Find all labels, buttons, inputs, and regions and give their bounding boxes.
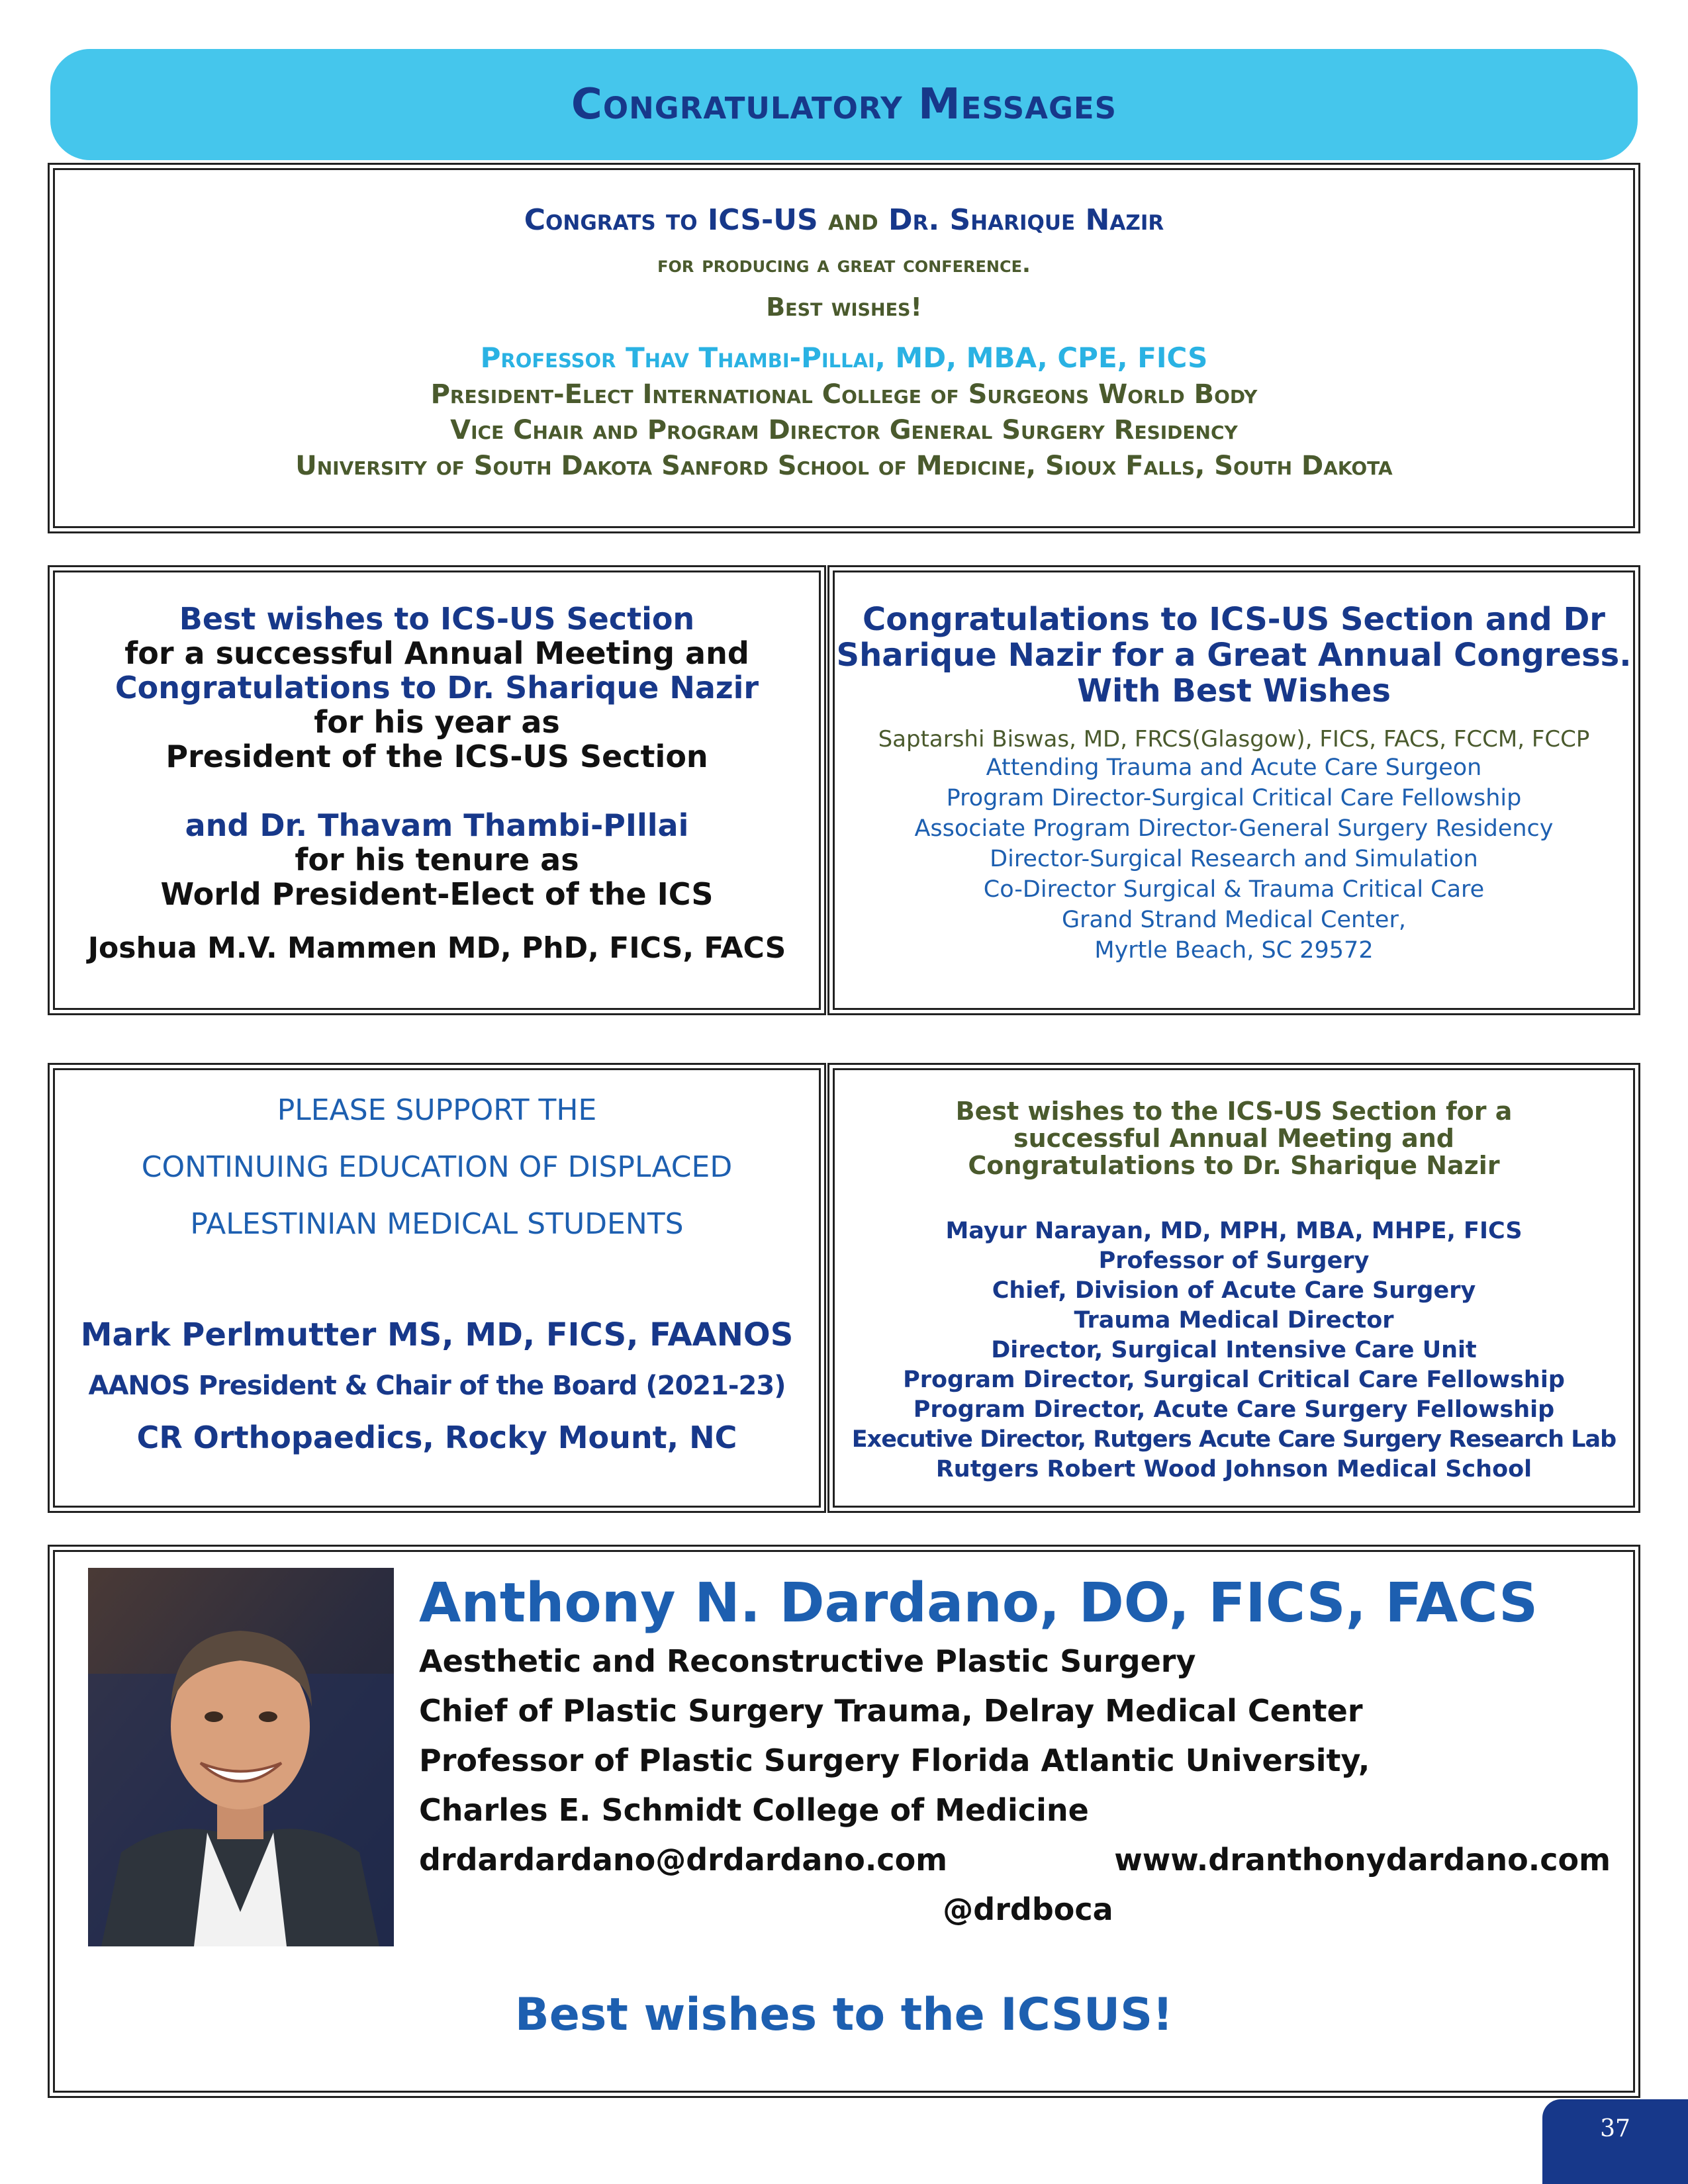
- message-box-biswas: [833, 570, 1635, 1010]
- box3-role: Myrtle Beach, SC 29572: [1094, 937, 1374, 964]
- doctor-role: Aesthetic and Reconstructive Plastic Surgery: [419, 1643, 1196, 1679]
- box2-line-4: for his year as: [314, 704, 560, 740]
- box5-role: Program Director, Surgical Critical Care Fellowship: [903, 1367, 1565, 1393]
- box4-appeal-1: PLEASE SUPPORT THE: [277, 1093, 597, 1127]
- page-number-tab: [1542, 2099, 1688, 2184]
- box3-signature: Saptarshi Biswas, MD, FRCS(Glasgow), FICS, FACS, FCCM, FCCP: [878, 726, 1590, 752]
- box3-role: Attending Trauma and Acute Care Surgeon: [986, 754, 1482, 781]
- social-handle[interactable]: @drdboca: [943, 1891, 1113, 1927]
- message-box-perlmutter: [53, 1068, 821, 1508]
- portrait-illustration: [88, 1568, 394, 1946]
- box3-role: Associate Program Director-General Surgery Residency: [914, 815, 1554, 842]
- doctor-role: Chief of Plastic Surgery Trauma, Delray Medical Center: [419, 1693, 1363, 1729]
- box5-heading-1: Best wishes to the ICS-US Section for a: [955, 1097, 1513, 1126]
- box4-role: AANOS President & Chair of the Board (2021-23): [88, 1371, 786, 1401]
- box2-line-1: Best wishes to ICS-US Section: [179, 601, 695, 637]
- box4-organization: CR Orthopaedics, Rocky Mount, NC: [136, 1420, 737, 1455]
- box1-role-1: President-Elect International College of Surgeons World Body: [430, 379, 1258, 410]
- page-title: Congratulatory Messages: [571, 80, 1117, 129]
- box3-heading-2: Sharique Nazir for a Great Annual Congress.: [836, 637, 1632, 674]
- doctor-role: Charles E. Schmidt College of Medicine: [419, 1792, 1089, 1828]
- box4-signature: Mark Perlmutter MS, MD, FICS, FAANOS: [80, 1316, 794, 1353]
- box3-heading-1: Congratulations to ICS-US Section and Dr: [863, 601, 1605, 638]
- box3-role: Director-Surgical Research and Simulation: [990, 846, 1478, 872]
- portrait-photo: [88, 1568, 394, 1946]
- website-link[interactable]: www.dranthonydardano.com: [1114, 1842, 1611, 1878]
- message-box-thambi-pillai: [53, 168, 1635, 528]
- doctor-name: Anthony N. Dardano, DO, FICS, FACS: [419, 1572, 1538, 1635]
- closing-message: Best wishes to the ICSUS!: [514, 1989, 1174, 2041]
- box2-line-3: Congratulations to Dr. Sharique Nazir: [115, 670, 759, 705]
- box2-line-2: for a successful Annual Meeting and: [124, 635, 749, 671]
- box3-role: Grand Strand Medical Center,: [1062, 907, 1406, 933]
- contact-row: [419, 1835, 1611, 1885]
- box5-heading-2: successful Annual Meeting and: [1013, 1124, 1454, 1153]
- box5-heading-3: Congratulations to Dr. Sharique Nazir: [968, 1151, 1500, 1180]
- box5-role: Program Director, Acute Care Surgery Fellowship: [913, 1396, 1555, 1423]
- box4-appeal-2: CONTINUING EDUCATION OF DISPLACED: [141, 1150, 733, 1184]
- page-number: 37: [1600, 2115, 1630, 2142]
- box2-line-8: World President-Elect of the ICS: [160, 876, 714, 912]
- box1-signature: Professor Thav Thambi-Pillai, MD, MBA, CPE, FICS: [480, 341, 1208, 374]
- box5-role: Executive Director, Rutgers Acute Care Surgery Research Lab: [851, 1426, 1617, 1453]
- box2-signature: Joshua M.V. Mammen MD, PhD, FICS, FACS: [87, 931, 786, 965]
- email-link[interactable]: drdardardano@drdardano.com: [419, 1842, 948, 1878]
- box5-signature: Mayur Narayan, MD, MPH, MBA, MHPE, FICS: [945, 1218, 1523, 1244]
- message-box-mammen: [53, 570, 821, 1010]
- box3-heading-3: With Best Wishes: [1077, 672, 1391, 709]
- box5-role: Professor of Surgery: [1098, 1248, 1370, 1274]
- box1-role-2: Vice Chair and Program Director General Surgery Residency: [450, 415, 1238, 445]
- box1-line3: Best wishes!: [766, 293, 922, 322]
- box1-line1: Congrats to ICS-US and Dr. Sharique Nazir: [524, 203, 1164, 237]
- box4-appeal-3: PALESTINIAN MEDICAL STUDENTS: [190, 1207, 684, 1241]
- box2-line-6: and Dr. Thavam Thambi-PIllai: [185, 807, 689, 843]
- message-box-narayan: [833, 1068, 1635, 1508]
- ad-box-dardano: [53, 1550, 1635, 2093]
- header-banner: [50, 49, 1638, 160]
- box1-role-3: University of South Dakota Sanford School of Medicine, Sioux Falls, South Dakota: [295, 451, 1393, 481]
- box5-role: Chief, Division of Acute Care Surgery: [992, 1277, 1476, 1304]
- box5-role: Director, Surgical Intensive Care Unit: [991, 1337, 1477, 1363]
- box3-role: Program Director-Surgical Critical Care Fellowship: [946, 785, 1522, 811]
- box5-role: Rutgers Robert Wood Johnson Medical School: [935, 1456, 1532, 1482]
- box1-line2: for producing a great conference.: [657, 251, 1031, 278]
- box2-line-7: for his tenure as: [295, 842, 579, 878]
- doctor-role: Professor of Plastic Surgery Florida Atlantic University,: [419, 1743, 1370, 1778]
- contact-info: [419, 1570, 1611, 1934]
- box5-role: Trauma Medical Director: [1074, 1307, 1394, 1334]
- box2-line-5: President of the ICS-US Section: [165, 739, 708, 774]
- box3-role: Co-Director Surgical & Trauma Critical Care: [983, 876, 1485, 903]
